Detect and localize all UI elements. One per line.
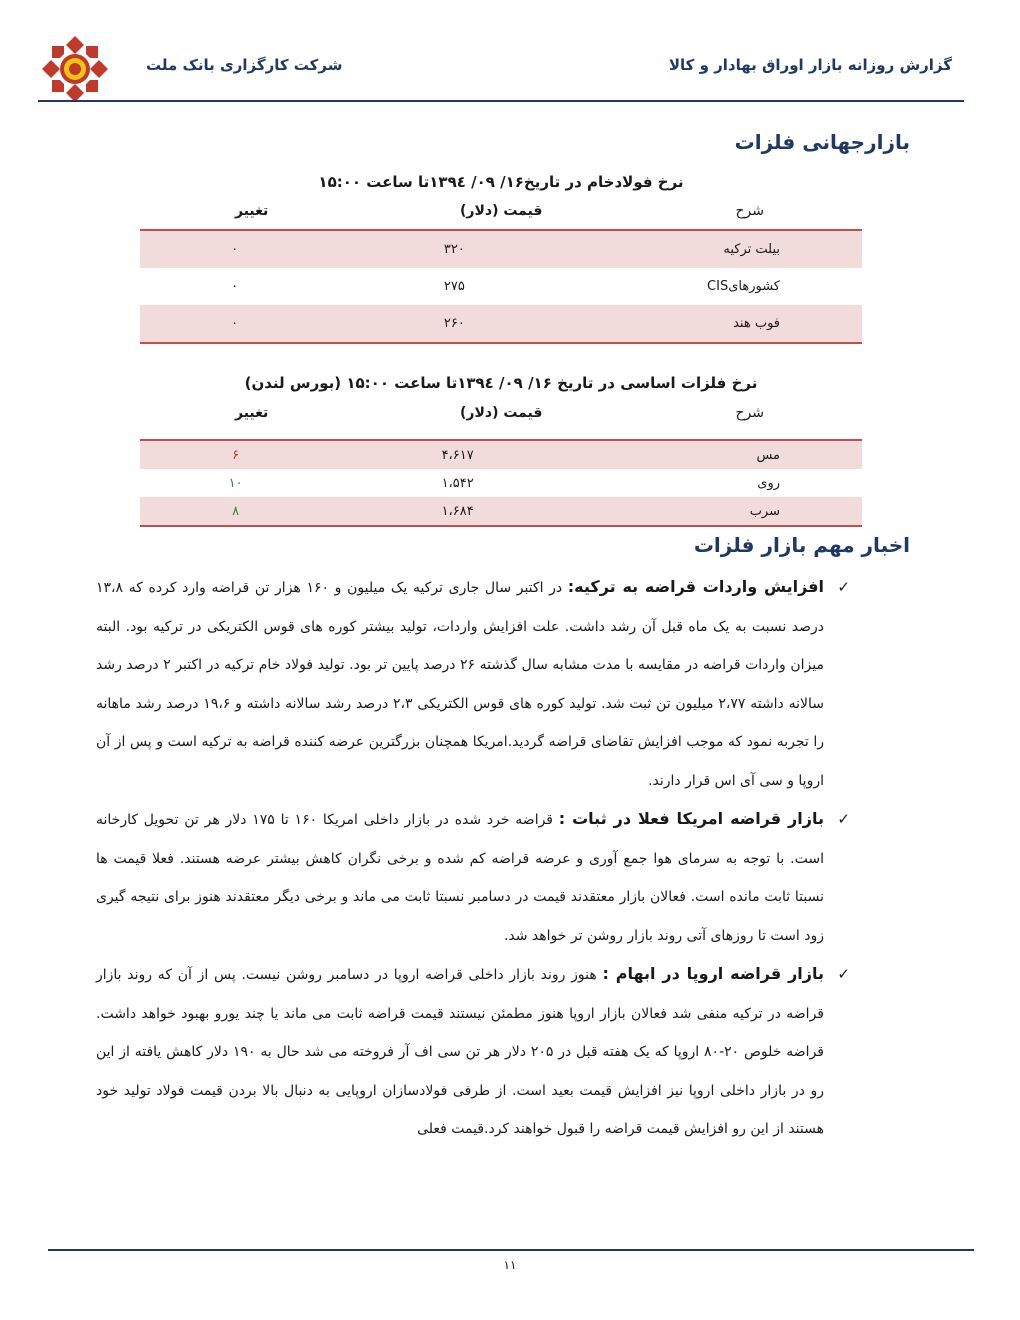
header-desc: شرح [735,203,764,219]
row-change: ۱۰ [228,475,243,491]
row-desc: سرب [584,497,862,526]
news-item [96,955,850,1149]
checkmark-icon: ✓ [837,965,850,983]
header-change: تغییر [235,405,269,421]
row-price: ۱،۶۸۴ [331,497,584,526]
row-change: ۸ [140,497,331,526]
table-row [140,497,862,526]
row-price: ۳۲۰ [329,230,579,268]
news-body: قراضه خرد شده در بازار داخلی امریکا ۱۶۰ تا ۱۷۵ دلار هر تن تحویل کارخانه است. با توجه به سرمای هوا جمع آوری و عرضه قراضه کم شده و برخی نگران کاهش بیشتر عرضه هستند. فعلا قیمت ها نسبتا ثابت مانده است. فعالان بازار معتقدند قیمت در دسامبر نسبتا ثابت می ماند و برخی دیگر معتقدند هنوز برای نتیجه گیری زود است تا روزهای آتی روند بازار روشن تر خواهد شد. [96,812,824,944]
header-price: قیمت (دلار) [460,203,543,219]
company-name: شرکت کارگزاری بانک ملت [146,56,343,74]
section-title-world-metals: بازارجهانی فلزات [734,130,910,154]
base-metals-table-header [140,405,862,427]
row-price: ۲۷۵ [443,279,465,294]
row-desc: مس [584,440,862,469]
base-metals-price-table [140,439,862,527]
table-row [140,440,862,469]
checkmark-icon: ✓ [837,578,850,596]
steel-table-header [140,203,862,225]
news-list [96,568,850,1149]
header-price: قیمت (دلار) [460,405,543,421]
row-desc: فوب هند [579,305,862,343]
row-price: ۴،۶۱۷ [331,440,584,469]
bank-mellat-logo-icon [40,34,110,104]
table-row [140,305,862,343]
row-change: ۰ [140,305,329,343]
report-title: گزارش روزانه بازار اوراق بهادار و کالا [668,56,952,74]
row-price: ۲۶۰ [329,305,579,343]
table-row [140,469,862,497]
news-item [96,800,850,955]
checkmark-icon: ✓ [837,810,850,828]
steel-table-caption: نرخ فولادخام در تاریخ۱۶/ ۰۹/ ۱۳۹٤تا ساعت ۱۵:۰۰ [318,173,684,191]
news-body: هنوز روند بازار داخلی قراضه اروپا در دسامبر روشن نیست. پس از آن که روند بازار قراضه در ترکیه منفی شد فعالان بازار اروپا هنوز مطمئن نیستند قیمت قراضه ثابت می ماند یا چند یورو بهبود خواهد داشت. قراضه خلوص ۲۰-۸۰ اروپا که یک هفته قبل در ۲۰۵ دلار هر تن سی اف آر فروخته می شد حال به ۱۹۰ دلار کاهش یافته از این رو در بازار داخلی اروپا نیز افزایش قیمت بعید است. از طرفی فولادسازان اروپایی به دنبال بالا بردن قیمت فولاد تولید خود هستند از این رو افزایش قیمت قراضه را قبول خواهند کرد.قیمت فعلی [96,967,824,1137]
news-headline: بازار قراضه امریکا فعلا در ثبات : [558,809,824,828]
table-row [140,268,862,305]
table-row [140,230,862,268]
base-metals-table-caption: نرخ فلزات اساسی در تاریخ ۱۶/ ۰۹/ ۱۳۹٤تا ساعت ۱۵:۰۰ (بورس لندن) [244,374,758,392]
row-change: ۰ [231,279,239,294]
news-headline: افزایش واردات قراضه به ترکیه: [567,577,824,596]
page-number: ۱۱ [503,1258,517,1272]
row-desc: بیلت ترکیه [579,230,862,268]
row-desc: روی [757,475,780,491]
news-item [96,568,850,800]
header-change: تغییر [235,203,269,219]
header-divider [38,100,964,102]
news-body: در اکتبر سال جاری ترکیه یک میلیون و ۱۶۰ هزار تن قراضه وارد کرده که ۱۳،۸ درصد نسبت به یک ماه قبل آن رشد داشت. علت افزایش واردات، تولید بیشتر کوره های قوس الکتریکی در ترکیه بود. البته میزان واردات قراضه در مقایسه با مدت مشابه سال گذشته ۲۶ درصد پایین تر بود. تولید فولاد خام ترکیه در اکتبر ۲ درصد رشد سالانه داشته ۲،۷۷ میلیون تن ثبت شد. تولید کوره های قوس الکتریکی ۲،۳ درصد رشد سالانه داشته و ۱۹،۶ درصد رشد ماهانه را تجربه نمود که موجب افزایش تقاضای قراضه گردید.امریکا همچنان بزرگترین عرضه کننده قراضه به ترکیه است و پس از آن اروپا و سی آی اس قرار دارند. [96,580,824,789]
row-desc: کشورهایCIS [707,279,780,294]
news-headline: بازار قراضه اروپا در ابهام : [602,964,824,983]
section-title-metals-news: اخبار مهم بازار فلزات [693,533,910,557]
footer-divider [48,1249,974,1251]
header-desc: شرح [735,405,764,421]
row-change: ۶ [140,440,331,469]
row-price: ۱،۵۴۲ [441,475,474,491]
steel-price-table [140,229,862,344]
row-change: ۰ [140,230,329,268]
